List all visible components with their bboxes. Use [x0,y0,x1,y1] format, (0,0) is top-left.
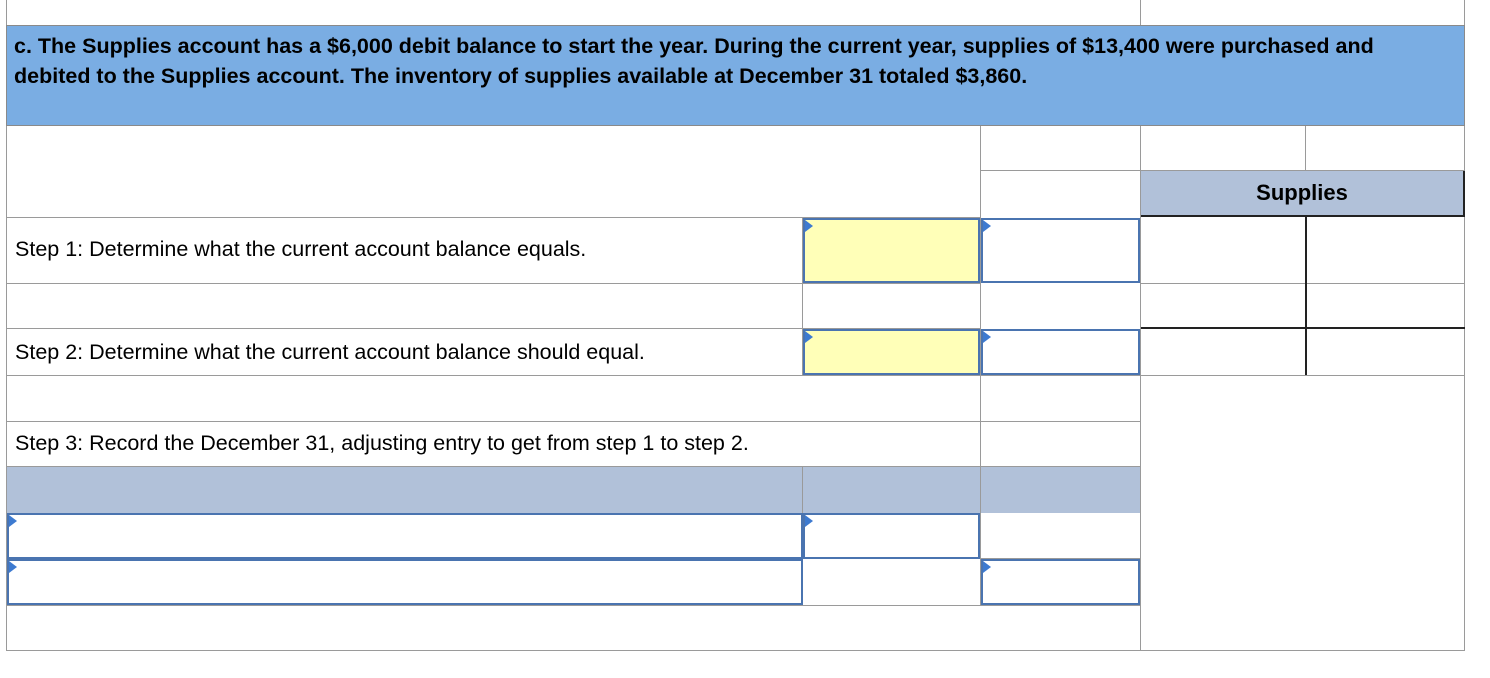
dropdown-marker-icon [805,331,813,343]
dropdown-marker-icon [805,515,813,527]
step1-amount-input[interactable] [803,218,980,283]
journal-header-row [7,467,1140,513]
dropdown-marker-icon [9,561,17,573]
step2-balance-input[interactable] [981,329,1140,375]
t-account-title [1141,171,1465,217]
step2-label: Step 2: Determine what the current account balance should equal. [15,340,645,364]
step3-label: Step 3: Record the December 31, adjusting entry to get from step 1 to step 2. [15,431,749,455]
entry2-account-input[interactable] [7,559,803,605]
t-account-title-text: Supplies [1256,180,1348,205]
entry1-debit-input[interactable] [803,513,980,559]
dropdown-marker-icon [983,220,991,232]
dropdown-marker-icon [983,561,991,573]
dropdown-marker-icon [805,220,813,232]
problem-text: c. The Supplies account has a $6,000 debit balance to start the year. During the current year, supplies of $13,400 were purchased and debited to the Supplies account. The inventory of supplies available at December 31 totaled $3,860. [14,34,1374,88]
entry2-credit-input[interactable] [981,559,1140,605]
problem-header [6,25,1465,126]
step1-balance-input[interactable] [981,218,1140,283]
step2-amount-input[interactable] [803,329,980,375]
entry1-account-input[interactable] [7,513,803,559]
dropdown-marker-icon [983,331,991,343]
dropdown-marker-icon [9,515,17,527]
step1-label: Step 1: Determine what the current account balance equals. [15,237,587,261]
